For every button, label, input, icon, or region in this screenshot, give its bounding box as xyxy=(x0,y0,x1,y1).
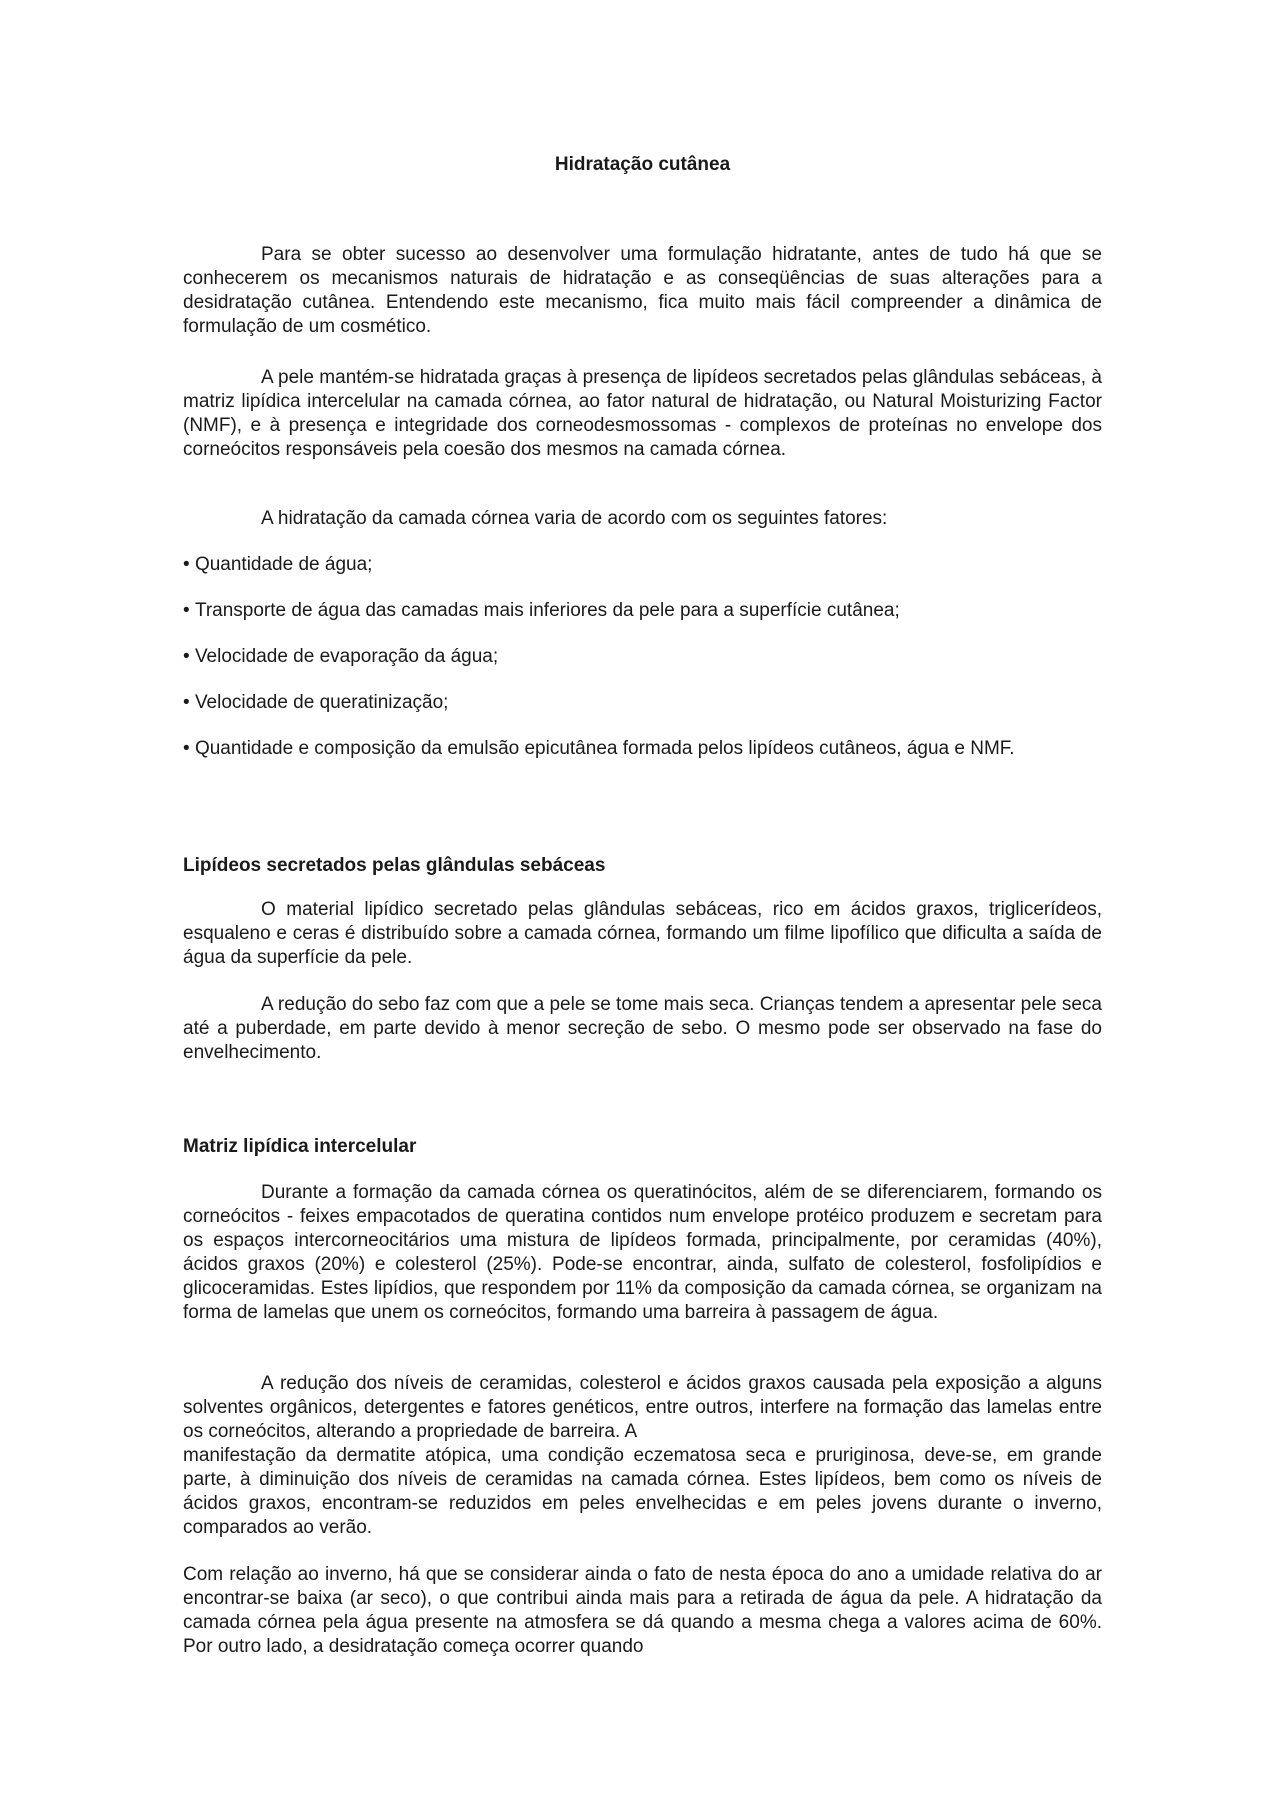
intro-paragraph: A hidratação da camada córnea varia de acordo com os seguintes fatores: xyxy=(261,508,888,529)
factor-list-item: • Velocidade de queratinização; xyxy=(183,691,1102,715)
factor-list-item: • Quantidade e composição da emulsão epicutânea formada pelos lipídeos cutâneos, água e NMF. xyxy=(183,737,1102,761)
section-paragraph: A redução do sebo faz com que a pele se tome mais seca. Crianças tendem a apresentar pele seca até a puberdade, em parte devido à menor secreção de sebo. O mesmo pode ser observado na fase do envelhecimento. xyxy=(183,994,1102,1063)
factor-list-item: • Quantidade de água; xyxy=(183,553,1102,577)
intro-paragraph: Para se obter sucesso ao desenvolver uma formulação hidratante, antes de tudo há que se conhecerem os mecanismos naturais de hidratação e as conseqüências de suas alterações para a desidratação cutânea. Entendendo este mecanismo, fica muito mais fácil compreender a dinâmica de formulação de um cosmético. xyxy=(183,244,1102,337)
section-paragraph: Com relação ao inverno, há que se considerar ainda o fato de nesta época do ano a umidade relativa do ar encontrar-se baixa (ar seco), o que contribui ainda mais para a retirada de água da pele. A hidratação da camada córnea pela água presente na atmosfera se dá quando a mesma chega a valores acima de 60%. Por outro lado, a desidratação começa ocorrer quando xyxy=(183,1564,1102,1657)
section-heading: Matriz lipídica intercelular xyxy=(183,1136,417,1157)
document-title: Hidratação cutânea xyxy=(554,154,731,175)
section-heading: Lipídeos secretados pelas glândulas sebáceas xyxy=(183,855,606,876)
section-paragraph: A redução dos níveis de ceramidas, colesterol e ácidos graxos causada pela exposição a alguns solventes orgânicos, detergentes e fatores genéticos, entre outros, interfere na formação das lamelas entre os corneócitos, alterando a propriedade de barreira. A xyxy=(183,1373,1102,1442)
factor-list-item: • Velocidade de evaporação da água; xyxy=(183,645,1102,669)
factor-list-item: • Transporte de água das camadas mais inferiores da pele para a superfície cutânea; xyxy=(183,599,1102,623)
section-paragraph: Durante a formação da camada córnea os queratinócitos, além de se diferenciarem, formando os corneócitos - feixes empacotados de queratina contidos num envelope protéico produzem e secretam para os espaços intercorneocitários uma mistura de lipídeos formada, principalmente, por ceramidas (40%), ácidos graxos (20%) e colesterol (25%). Pode-se encontrar, ainda, sulfato de colesterol, fosfolipídios e glicoceramidas. Estes lipídios, que respondem por 11% da composição da camada córnea, se organizam na forma de lamelas que unem os corneócitos, formando uma barreira à passagem de água. xyxy=(183,1182,1102,1323)
section-paragraph: O material lipídico secretado pelas glândulas sebáceas, rico em ácidos graxos, triglicerídeos, esqualeno e ceras é distribuído sobre a camada córnea, formando um filme lipofílico que dificulta a saída de água da superfície da pele. xyxy=(183,899,1102,968)
intro-paragraph: A pele mantém-se hidratada graças à presença de lipídeos secretados pelas glândulas sebáceas, à matriz lipídica intercelular na camada córnea, ao fator natural de hidratação, ou Natural Moisturizing Factor (NMF), e à presença e integridade dos corneodesmossomas - complexos de proteínas no envelope dos corneócitos responsáveis pela coesão dos mesmos na camada córnea. xyxy=(183,367,1102,460)
section-paragraph: manifestação da dermatite atópica, uma condição eczematosa seca e pruriginosa, deve-se, em grande parte, à diminuição dos níveis de ceramidas na camada córnea. Estes lipídeos, bem como os níveis de ácidos graxos, encontram-se reduzidos em peles envelhecidas e em peles jovens durante o inverno, comparados ao verão. xyxy=(183,1445,1102,1538)
